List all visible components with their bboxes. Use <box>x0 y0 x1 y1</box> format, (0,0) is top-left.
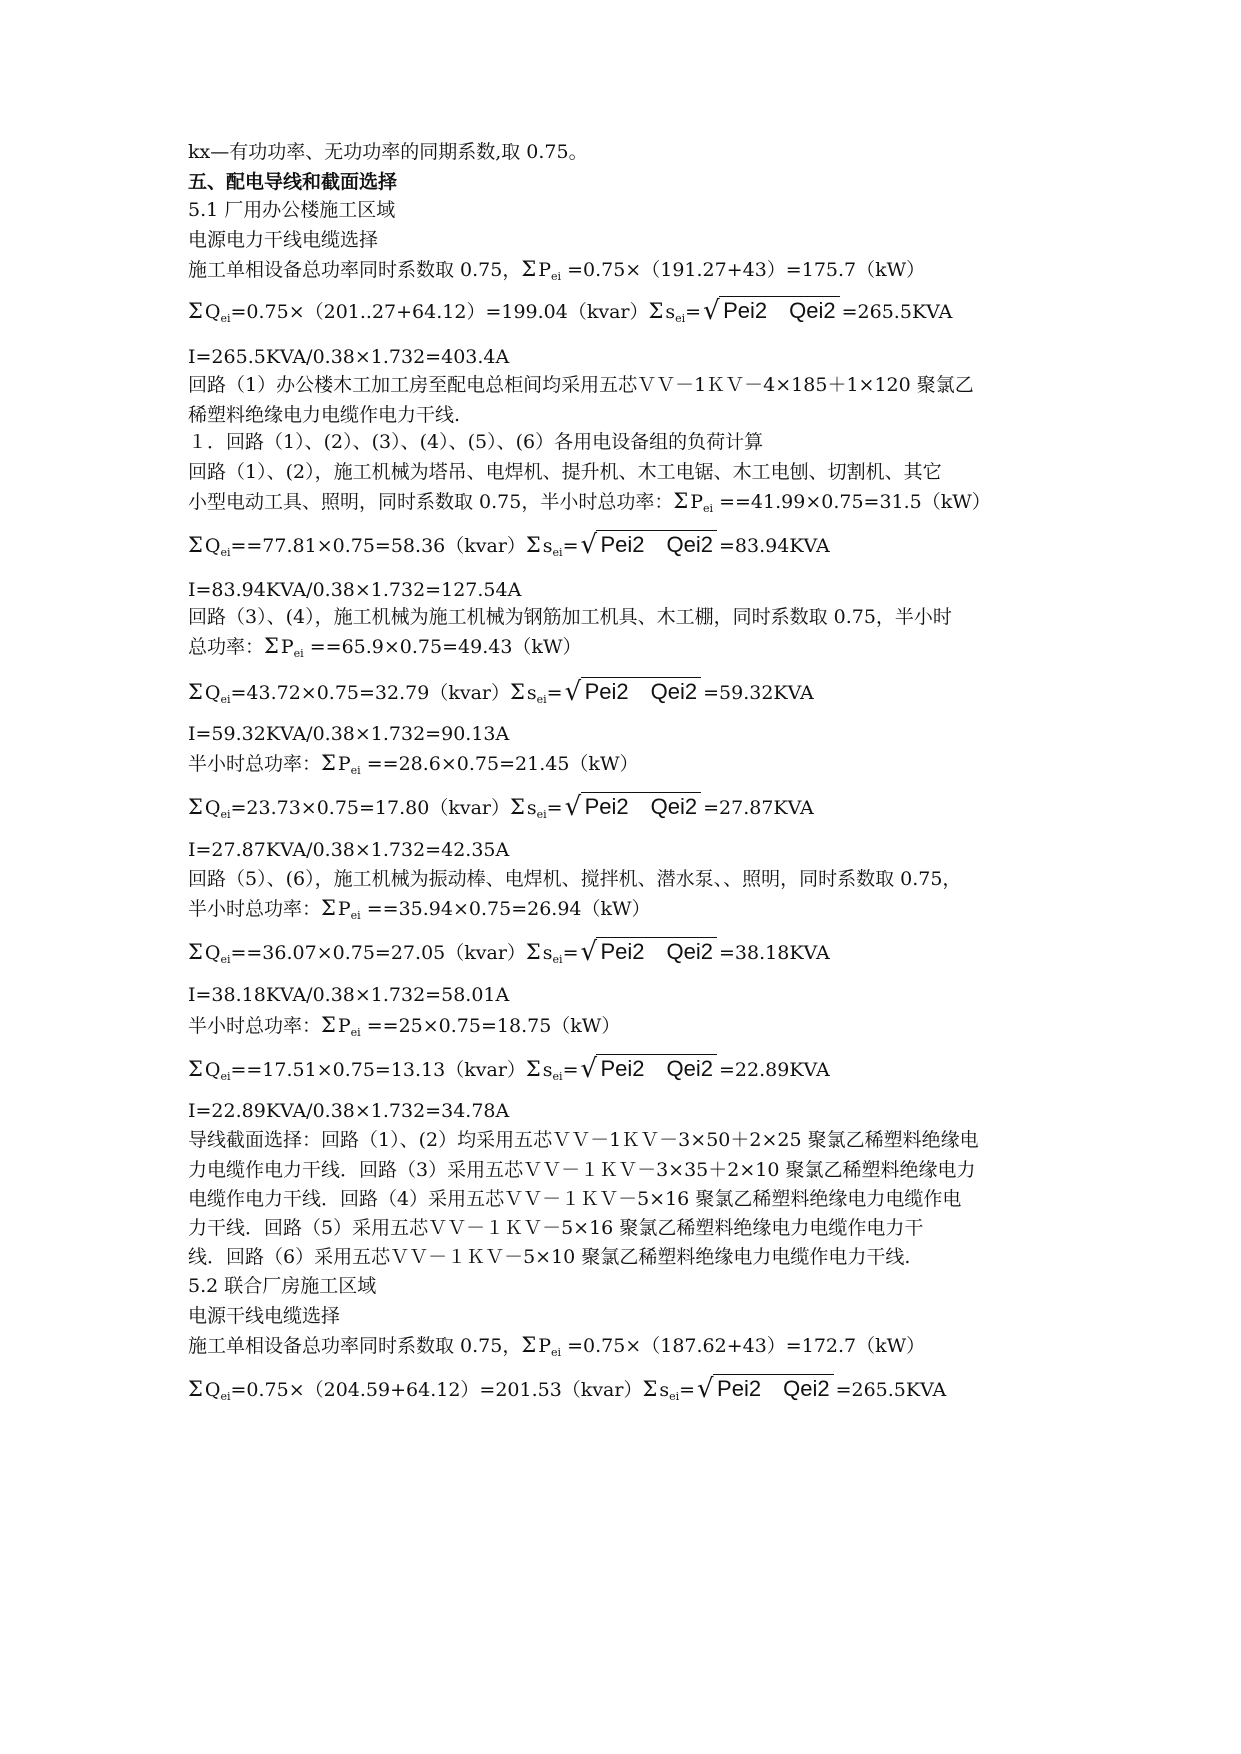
p-subscript: ei <box>350 1026 361 1039</box>
radicand-q: Qei2 <box>783 1376 830 1401</box>
radicand <box>596 937 717 966</box>
square-root <box>580 530 717 559</box>
p-subscript: ei <box>350 909 361 922</box>
equals-sign: = <box>562 1059 579 1081</box>
s-symbol: s <box>659 1379 670 1401</box>
radicand-q: Qei2 <box>666 532 714 557</box>
q-symbol: Q <box>204 535 221 557</box>
active-power-value: =0.75×（191.27+43）=175.7（kW） <box>561 259 926 281</box>
apparent-power-value: =265.5KVA <box>841 301 953 323</box>
equals-sign: = <box>562 535 579 557</box>
active-power-value: ==65.9×0.75=49.43（kW） <box>303 636 582 658</box>
sigma-symbol: Σ <box>321 1013 336 1037</box>
q-subscript: ei <box>220 693 231 706</box>
apparent-power-value: =59.32KVA <box>703 682 814 704</box>
q-symbol: Q <box>204 301 221 323</box>
radicand <box>596 530 717 559</box>
q-subscript: ei <box>220 1390 231 1403</box>
text-line: I=59.32KVA/0.38×1.732=90.13A <box>188 723 510 745</box>
sigma-symbol: Σ <box>673 489 689 513</box>
sigma-symbol: Σ <box>509 795 525 819</box>
s-subscript: ei <box>675 312 686 325</box>
reactive-power-value: ==17.51×0.75=13.13（kvar） <box>230 1059 526 1081</box>
radicand <box>581 792 702 821</box>
square-root <box>703 296 840 325</box>
square-root <box>565 677 702 706</box>
text-line: 5.2 联合厂房施工区域 <box>188 1275 377 1297</box>
line-prefix: 施工单相设备总功率同时系数取 0.75， <box>188 259 522 281</box>
formula-line <box>188 530 830 561</box>
text-line: 力干线．回路（5）采用五芯ＶＶ－１ＫＶ－5×16 聚氯乙稀塑料绝缘电力电缆作电力干 <box>188 1217 924 1239</box>
sigma-symbol: Σ <box>642 1377 658 1401</box>
apparent-power-value: =27.87KVA <box>703 797 814 819</box>
radical-sign: √ <box>564 677 582 707</box>
active-power-value: ==25×0.75=18.75（kW） <box>360 1015 621 1037</box>
q-subscript: ei <box>220 546 231 559</box>
p-subscript: ei <box>350 764 361 777</box>
apparent-power-value: =265.5KVA <box>835 1379 947 1401</box>
section-heading: 五、配电导线和截面选择 <box>188 171 398 193</box>
radicand <box>713 1374 834 1403</box>
p-symbol: P <box>337 753 351 775</box>
radical-sign: √ <box>703 296 720 326</box>
text-line: I=27.87KVA/0.38×1.732=42.35A <box>188 839 510 861</box>
power-line <box>188 489 991 517</box>
radicand-p: Pei2 <box>723 298 768 323</box>
line-prefix: 小型电动工具、照明，同时系数取 0.75，半小时总功率： <box>188 491 674 513</box>
sigma-symbol: Σ <box>188 1057 203 1081</box>
square-root <box>580 1054 717 1083</box>
p-subscript: ei <box>293 647 304 660</box>
p-symbol: P <box>538 1335 552 1357</box>
text-line: 导线截面选择：回路（1）、(2）均采用五芯ＶＶ－1ＫＶ－3×50＋2×25 聚氯乙稀塑料绝缘电 <box>188 1129 979 1151</box>
text-line: I=83.94KVA/0.38×1.732=127.54A <box>188 579 522 601</box>
line-prefix: 半小时总功率： <box>188 753 322 775</box>
sigma-symbol: Σ <box>188 940 203 964</box>
formula-line <box>188 792 814 823</box>
formula-line <box>188 937 830 968</box>
text-line: 回路（1）办公楼木工加工房至配电总柜间均采用五芯ＶＶ－1ＫＶ－4×185＋1×120 聚氯乙 <box>188 374 974 396</box>
text-line: I=22.89KVA/0.38×1.732=34.78A <box>188 1100 510 1122</box>
q-symbol: Q <box>204 797 221 819</box>
radical-sign: √ <box>580 937 598 967</box>
square-root <box>565 792 702 821</box>
radicand <box>719 296 840 325</box>
sigma-symbol: Σ <box>321 751 336 775</box>
sigma-symbol: Σ <box>188 533 203 557</box>
p-subscript: ei <box>551 1346 562 1359</box>
radicand <box>596 1054 717 1083</box>
line-prefix: 半小时总功率： <box>188 898 322 920</box>
radicand-p: Pei2 <box>584 679 629 704</box>
text-line: 线．回路（6）采用五芯ＶＶ－１ＫＶ－5×10 聚氯乙稀塑料绝缘电力电缆作电力干线. <box>188 1246 911 1268</box>
sigma-symbol: Σ <box>525 533 541 557</box>
p-symbol: P <box>337 1015 351 1037</box>
square-root <box>697 1374 834 1403</box>
power-line <box>188 1013 620 1041</box>
reactive-power-value: =23.73×0.75=17.80（kvar） <box>230 797 510 819</box>
s-symbol: s <box>542 1059 553 1081</box>
sigma-symbol: Σ <box>648 299 664 323</box>
reactive-power-value: =43.72×0.75=32.79（kvar） <box>230 682 510 704</box>
q-symbol: Q <box>204 682 221 704</box>
s-subscript: ei <box>552 953 563 966</box>
p-subscript: ei <box>703 502 714 515</box>
s-subscript: ei <box>669 1390 680 1403</box>
sigma-symbol: Σ <box>321 896 336 920</box>
q-subscript: ei <box>220 312 231 325</box>
text-line: 电缆作电力干线．回路（4）采用五芯ＶＶ－１ＫＶ－5×16 聚氯乙稀塑料绝缘电力电缆作电 <box>188 1188 962 1210</box>
radicand-q: Qei2 <box>650 794 698 819</box>
equals-sign: = <box>685 301 702 323</box>
radicand <box>581 677 702 706</box>
s-subscript: ei <box>552 1070 563 1083</box>
text-line: 稀塑料绝缘电力电缆作电力干线. <box>188 404 461 426</box>
text-line: 回路（3）、(4），施工机械为施工机械为钢筋加工机具、木工棚，同时系数取 0.75，半小时 <box>188 606 952 628</box>
reactive-power-value: ==77.81×0.75=58.36（kvar） <box>230 535 526 557</box>
q-symbol: Q <box>204 942 221 964</box>
equals-sign: = <box>679 1379 696 1401</box>
sigma-symbol: Σ <box>188 299 203 323</box>
p-symbol: P <box>280 636 294 658</box>
apparent-power-value: =83.94KVA <box>719 535 830 557</box>
sigma-symbol: Σ <box>521 1333 537 1357</box>
power-line <box>188 1333 925 1361</box>
sigma-symbol: Σ <box>525 1057 541 1081</box>
sigma-symbol: Σ <box>188 1377 203 1401</box>
p-symbol: P <box>690 491 704 513</box>
q-subscript: ei <box>220 808 231 821</box>
s-subscript: ei <box>552 546 563 559</box>
text-line: 力电缆作电力干线．回路（3）采用五芯ＶＶ－１ＫＶ－3×35＋2×10 聚氯乙稀塑料绝缘电力 <box>188 1159 976 1181</box>
text-line: 电源电力干线电缆选择 <box>188 229 379 251</box>
text-line: I=265.5KVA/0.38×1.732=403.4A <box>188 346 510 368</box>
text-line: I=38.18KVA/0.38×1.732=58.01A <box>188 984 510 1006</box>
reactive-power-value: ==36.07×0.75=27.05（kvar） <box>230 942 526 964</box>
formula-line <box>188 1374 946 1405</box>
active-power-value: =0.75×（187.62+43）=172.7（kW） <box>561 1335 926 1357</box>
q-subscript: ei <box>220 953 231 966</box>
radical-sign: √ <box>580 1054 598 1084</box>
radicand-q: Qei2 <box>666 1056 714 1081</box>
formula-line <box>188 1054 830 1085</box>
s-symbol: s <box>665 301 676 323</box>
q-subscript: ei <box>220 1070 231 1083</box>
s-symbol: s <box>542 942 553 964</box>
radicand-p: Pei2 <box>600 939 645 964</box>
reactive-power-value: =0.75×（204.59+64.12）=201.53（kvar） <box>230 1379 643 1401</box>
radical-sign: √ <box>564 792 582 822</box>
sigma-symbol: Σ <box>188 680 203 704</box>
text-line: 5.1 厂用办公楼施工区域 <box>188 199 396 221</box>
active-power-value: ==41.99×0.75=31.5（kW） <box>713 491 991 513</box>
p-symbol: P <box>538 259 552 281</box>
s-subscript: ei <box>536 693 547 706</box>
sigma-symbol: Σ <box>521 257 537 281</box>
p-symbol: P <box>337 898 351 920</box>
s-subscript: ei <box>536 808 547 821</box>
reactive-power-value: =0.75×（201..27+64.12）=199.04（kvar） <box>230 301 649 323</box>
power-line <box>188 257 925 285</box>
text-line: 回路（1）、(2），施工机械为塔吊、电焊机、提升机、木工电锯、木工电刨、切割机、其它 <box>188 461 942 483</box>
text-line: 电源干线电缆选择 <box>188 1305 341 1327</box>
sigma-symbol: Σ <box>264 634 279 658</box>
power-line <box>188 751 638 779</box>
s-symbol: s <box>542 535 553 557</box>
s-symbol: s <box>526 797 537 819</box>
radicand-p: Pei2 <box>600 1056 645 1081</box>
radicand-q: Qei2 <box>650 679 698 704</box>
radical-sign: √ <box>697 1374 714 1404</box>
sigma-symbol: Σ <box>509 680 525 704</box>
apparent-power-value: =38.18KVA <box>719 942 830 964</box>
apparent-power-value: =22.89KVA <box>719 1059 830 1081</box>
line-prefix: 总功率： <box>188 636 265 658</box>
radical-sign: √ <box>580 530 598 560</box>
equals-sign: = <box>546 797 563 819</box>
radicand-q: Qei2 <box>789 298 836 323</box>
q-symbol: Q <box>204 1379 221 1401</box>
p-subscript: ei <box>551 270 562 283</box>
text-line: １．回路（1）、(2）、(3）、(4）、(5）、(6）各用电设备组的负荷计算 <box>188 431 764 453</box>
radicand-q: Qei2 <box>666 939 714 964</box>
active-power-value: ==28.6×0.75=21.45（kW） <box>360 753 639 775</box>
power-line <box>188 634 581 662</box>
text-line: kx—有功功率、无功功率的同期系数,取 0.75。 <box>188 141 588 163</box>
power-line <box>188 896 651 924</box>
formula-line <box>188 677 814 708</box>
sigma-symbol: Σ <box>188 795 203 819</box>
line-prefix: 半小时总功率： <box>188 1015 322 1037</box>
active-power-value: ==35.94×0.75=26.94（kW） <box>360 898 651 920</box>
square-root <box>580 937 717 966</box>
text-line: 回路（5）、(6），施工机械为振动棒、电焊机、搅拌机、潜水泵、、照明，同时系数取 0.75， <box>188 868 962 890</box>
line-prefix: 施工单相设备总功率同时系数取 0.75， <box>188 1335 522 1357</box>
s-symbol: s <box>526 682 537 704</box>
sigma-symbol: Σ <box>525 940 541 964</box>
equals-sign: = <box>546 682 563 704</box>
radicand-p: Pei2 <box>600 532 645 557</box>
q-symbol: Q <box>204 1059 221 1081</box>
formula-line <box>188 296 952 327</box>
radicand-p: Pei2 <box>584 794 629 819</box>
radicand-p: Pei2 <box>717 1376 762 1401</box>
equals-sign: = <box>562 942 579 964</box>
